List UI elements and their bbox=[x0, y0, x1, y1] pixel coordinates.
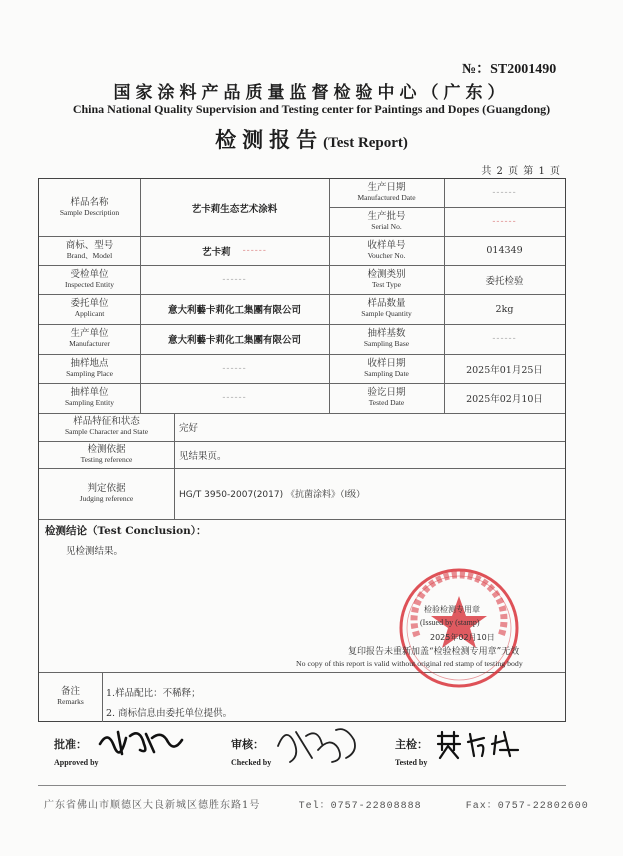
tested-date-value: 2025年02月10日 bbox=[466, 394, 543, 405]
tested-by-block bbox=[395, 736, 428, 767]
sampling-date-value: 2025年01月25日 bbox=[466, 364, 543, 376]
stamp-date: 2025年02月10日 bbox=[430, 633, 495, 642]
conclusion-text: 见检测结果。 bbox=[66, 546, 124, 557]
checker-signature bbox=[272, 722, 360, 768]
sample-quantity-value: 2kg bbox=[495, 303, 514, 315]
footer-fax: Fax：0757-22802600 bbox=[465, 801, 589, 812]
manufactured-date-value: ------ bbox=[492, 188, 517, 198]
copy-validity-note-en: No copy of this report is valid without original red stamp of testing body bbox=[296, 659, 523, 668]
voucher-no-value: 014349 bbox=[486, 245, 523, 256]
checked-by-label-en: Checked by bbox=[231, 758, 272, 767]
sampling-place-label: 抽样地点 Sampling Place bbox=[66, 357, 113, 378]
official-red-stamp bbox=[397, 566, 521, 690]
sampling-entity-value: ------ bbox=[222, 393, 247, 403]
approved-by-label-en: Approved by bbox=[54, 758, 99, 767]
remarks-line-2: 2. 商标信息由委托单位提供。 bbox=[106, 708, 233, 719]
report-title bbox=[0, 124, 623, 154]
checked-by-block bbox=[231, 736, 271, 767]
judging-reference-value: HG/T 3950-2007(2017) 《抗菌涂料》（Ⅰ级） bbox=[179, 490, 366, 500]
applicant-label: 委托单位 Applicant bbox=[70, 298, 109, 319]
manufacturer-label: 生产单位 Manufacturer bbox=[69, 328, 110, 349]
voucher-no-label: 收样单号 Voucher No. bbox=[367, 239, 406, 260]
stamp-caption-cn: 检验检测专用章 bbox=[424, 605, 480, 614]
test-type-value: 委托检验 bbox=[485, 275, 524, 287]
approved-by-label: 批准： bbox=[54, 738, 87, 751]
inspected-entity-label: 受检单位 Inspected Entity bbox=[65, 268, 114, 289]
institution-title-cn: 国家涂料产品质量监督检验中心（广东） bbox=[113, 83, 510, 103]
sampling-base-value: ------ bbox=[492, 334, 517, 344]
tested-by-label-en: Tested by bbox=[395, 758, 428, 767]
brand-name: 艺卡莉 bbox=[202, 246, 231, 258]
tested-by-label: 主检： bbox=[395, 738, 428, 751]
model-value: ------ bbox=[242, 245, 267, 256]
applicant-value: 意大利藝卡莉化工集團有限公司 bbox=[167, 305, 301, 316]
testing-reference-value: 见结果页。 bbox=[179, 450, 227, 462]
sample-character-value: 完好 bbox=[179, 423, 199, 434]
approver-signature bbox=[96, 724, 188, 760]
stamp-caption-en: (Issued by (stamp) bbox=[420, 618, 480, 627]
conclusion-title: 检测结论（Test Conclusion）： bbox=[45, 525, 207, 537]
manufacturer-value: 意大利藝卡莉化工集團有限公司 bbox=[167, 335, 301, 346]
approved-by-block bbox=[54, 736, 99, 767]
serial-no-value: ------ bbox=[492, 216, 517, 227]
checked-by-label: 审核： bbox=[231, 738, 264, 751]
sampling-base-label: 抽样基数 Sampling Base bbox=[363, 328, 410, 349]
footer-address: 广东省佛山市顺德区大良新城区德胜东路1号 bbox=[44, 800, 261, 811]
tester-signature bbox=[434, 728, 526, 762]
judging-reference-label: 判定依据 Judging reference bbox=[79, 482, 134, 503]
manufactured-date-label: 生产日期 Manufactured Date bbox=[357, 182, 416, 203]
sampling-entity-label: 抽样单位 Sampling Entity bbox=[65, 387, 114, 408]
inspected-entity-value: ------ bbox=[222, 274, 247, 285]
copy-validity-note-cn: 复印报告未重新加盖“检验检测专用章”无效 bbox=[348, 647, 520, 657]
remarks-label: 备注 Remarks bbox=[57, 686, 84, 707]
sample-character-label: 样品特征和状态 Sample Character and State bbox=[64, 416, 149, 437]
footer-divider bbox=[38, 785, 566, 786]
remarks-line-1: 1.样品配比：不稀释； bbox=[106, 688, 201, 699]
test-type-label: 检测类别 Test Type bbox=[367, 268, 406, 289]
sample-quantity-label: 样品数量 Sample Quantity bbox=[361, 298, 412, 319]
sampling-date-label: 收样日期 Sampling Date bbox=[364, 357, 409, 378]
brand-model-value bbox=[140, 236, 329, 265]
brand-model-label: 商标、型号 Brand、Model bbox=[65, 239, 114, 260]
report-title-en: (Test Report) bbox=[323, 135, 408, 151]
sample-description-value: 艺卡莉生态艺术涂料 bbox=[191, 203, 278, 215]
institution-title-en: China National Quality Supervision and Testing center for Paintings and Dopes (Guangdong) bbox=[72, 102, 551, 116]
footer-tel: Tel：0757-22808888 bbox=[298, 801, 422, 812]
sampling-place-value: ------ bbox=[222, 363, 247, 374]
tested-date-label: 验讫日期 Tested Date bbox=[367, 387, 406, 408]
sample-description-label: 样品名称 Sample Description bbox=[59, 196, 120, 217]
testing-reference-label: 检测依据 Testing reference bbox=[80, 443, 133, 464]
report-title-cn: 检测报告 bbox=[215, 127, 324, 152]
serial-no-label: 生产批号 Serial No. bbox=[367, 210, 406, 231]
footer bbox=[44, 796, 589, 812]
report-number: №：ST2001490 bbox=[462, 62, 557, 77]
page-count: 共 2 页 第 1 页 bbox=[481, 166, 561, 177]
